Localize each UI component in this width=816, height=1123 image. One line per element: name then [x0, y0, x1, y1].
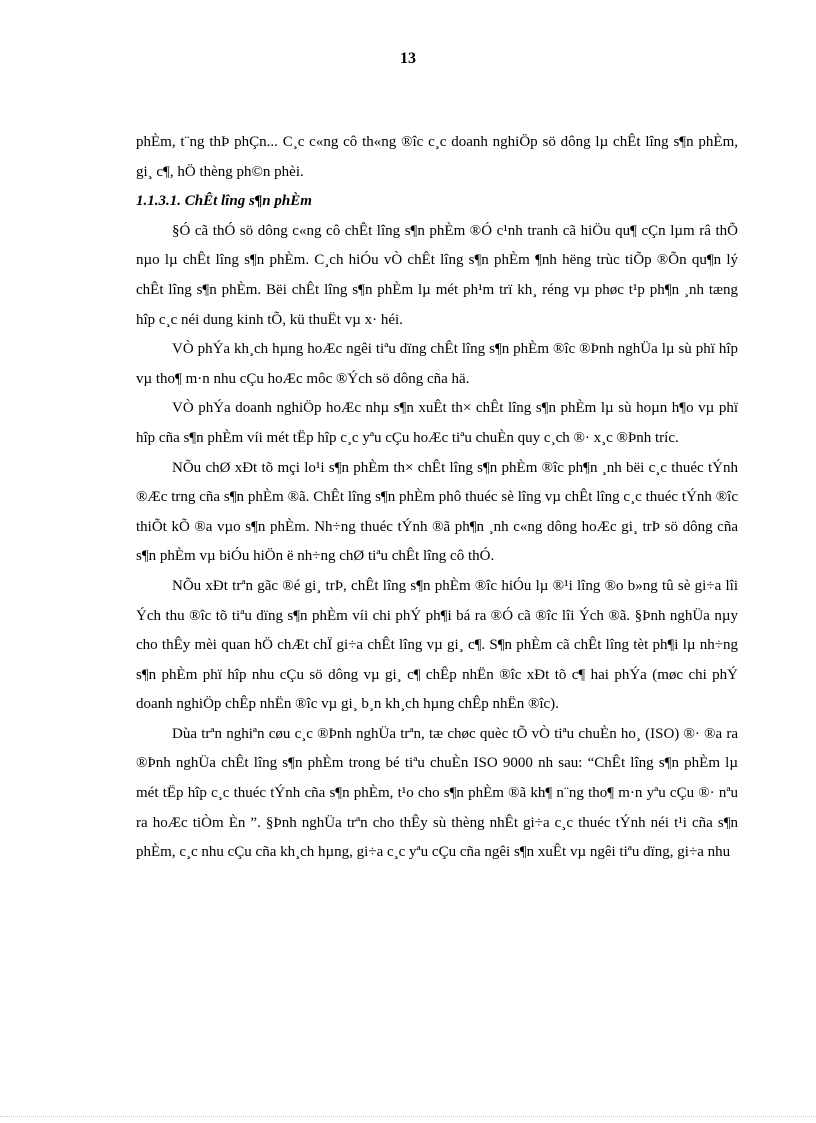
page-bottom-rule [0, 1116, 816, 1117]
paragraph-value-view: NÕu xÐt trªn gãc ®é gi¸ trÞ, chÊt lîng s¶n phÈm ®îc hiÓu lµ ®¹i lîng ®o b»ng tû sè gi÷a lîi Ých thu ®îc tõ tiªu dïng s¶n phÈm víi chi phÝ ph¶i bá ra ®Ó cã ®îc lîi Ých ®ã. §Þnh nghÜa nµy cho thÊy mèi quan hÖ chÆt chÏ gi÷a chÊt lîng vµ gi¸ c¶. S¶n phÈm cã chÊt lîng tèt ph¶i lµ nh÷ng s¶n phÈm phï hîp nhu cÇu sö dông vµ gi¸ c¶ chÊp nhËn ®îc xÐt tõ c¶ hai phÝa (møc chi phÝ doanh nghiÖp chÊp nhËn ®îc vµ gi¸ b¸n kh¸ch hµng chÊp nhËn ®îc). [136, 577, 738, 713]
paragraph-customer-view: VÒ phÝa kh¸ch hµng hoÆc ngêi tiªu dïng chÊt lîng s¶n phÈm ®îc ®Þnh nghÜa lµ sù phï hîp vµ tho¶ m·n nhu cÇu hoÆc môc ®Ých sö dông cña hä. [136, 341, 738, 387]
paragraph-iso-definition: Dùa trªn nghiªn cøu c¸c ®Þnh nghÜa trªn, tæ chøc quèc tÕ vÒ tiªu chuÈn ho¸ (ISO) ®· ®a ra ®Þnh nghÜa chÊt lîng s¶n phÈm trong bé tiªu chuÈn ISO 9000 nh sau: “ChÊt lîng s¶n phÈm lµ mét tËp hîp c¸c thuéc tÝnh cña s¶n phÈm, t¹o cho s¶n phÈm ®ã kh¶ n¨ng tho¶ m·n yªu cÇu ®· nªu ra hoÆc tiÒm Èn ”. §Þnh nghÜa trªn cho thÊy sù thèng nhÊt gi÷a c¸c thuéc tÝnh néi t¹i cña s¶n phÈm, c¸c nhu cÇu cña kh¸ch hµng, gi÷a c¸c yªu cÇu cña ngêi s¶n xuÊt vµ ngêi tiªu dïng, gi÷a nhu [136, 725, 738, 861]
paragraph-producer-view: VÒ phÝa doanh nghiÖp hoÆc nhµ s¶n xuÊt th× chÊt lîng s¶n phÈm lµ sù hoµn h¶o vµ phï hîp cña s¶n phÈm víi mét tËp hîp c¸c yªu cÇu hoÆc tiªu chuÈn quy c¸ch ®· x¸c ®Þnh tríc. [136, 400, 738, 446]
paragraph-intro: phÈm, t¨ng thÞ phÇn... C¸c c«ng cô th«ng ®îc c¸c doanh nghiÖp sö dông lµ chÊt lîng s¶n phÈm, gi¸ c¶, hÖ thèng ph©n phèi. [136, 134, 738, 180]
document-body [136, 128, 738, 868]
paragraph-quality-overview: §Ó cã thÓ sö dông c«ng cô chÊt lîng s¶n phÈm ®Ó c¹nh tranh cã hiÖu qu¶ cÇn lµm râ thÕ nµo lµ chÊt lîng s¶n phÈm. C¸ch hiÓu vÒ chÊt lîng s¶n phÈm ¶nh hëng trùc tiÕp ®Õn qu¶n lý chÊt lîng s¶n phÈm. Bëi chÊt lîng s¶n phÈm lµ mét ph¹m trï kh¸ réng vµ phøc t¹p ph¶n ¸nh tæng hîp c¸c néi dung kinh tÕ, kü thuËt vµ x· héi. [136, 222, 738, 328]
paragraph-product-attributes: NÕu chØ xÐt tõ mçi lo¹i s¶n phÈm th× chÊt lîng s¶n phÈm ®îc ph¶n ¸nh bëi c¸c thuéc tÝnh ®Æc trng cña s¶n phÈm ®ã. ChÊt lîng s¶n phÈm phô thuéc sè lîng vµ chÊt lîng c¸c thuéc tÝnh ®îc thiÕt kÕ ®a vµo s¶n phÈm. Nh÷ng thuéc tÝnh ®ã ph¶n ¸nh c«ng dông hoÆc gi¸ trÞ sö dông cña s¶n phÈm vµ biÓu hiÖn ë nh÷ng chØ tiªu chÊt lîng cô thÓ. [136, 459, 738, 565]
section-heading: 1.1.3.1. ChÊt lîng s¶n phÈm [136, 193, 312, 210]
page-number: 13 [400, 50, 416, 67]
